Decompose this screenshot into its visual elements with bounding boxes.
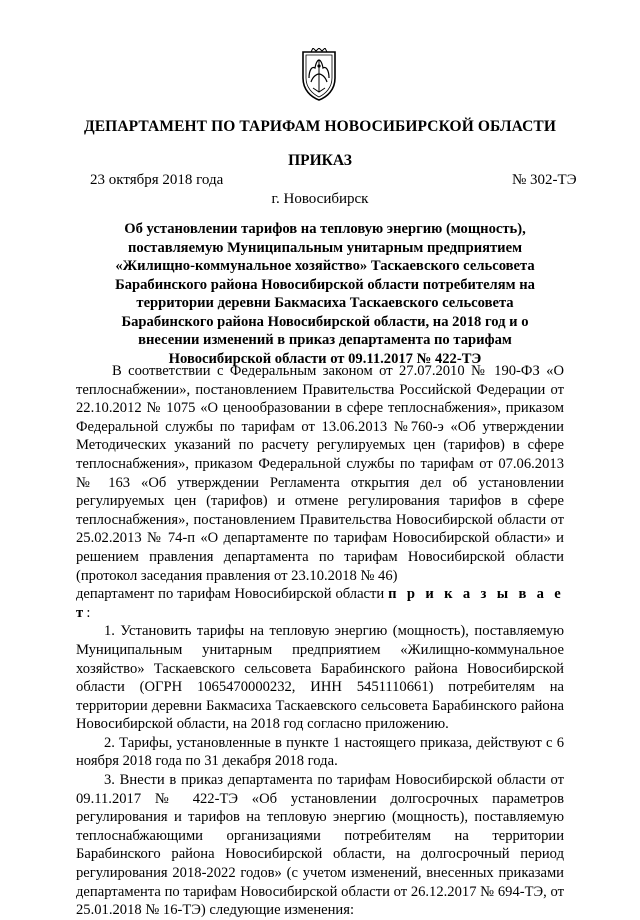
item-1-paragraph: 1. Установить тарифы на тепловую энергию (мощность), поставляемую Муниципальным унитарным предприятием «Жилищно-коммунальное хозяйство» Таскаевского сельсовета Барабинского района Новосибирской области (ОГРН 1065470000232, ИНН 5451110661) потребителям на территории деревни Бакмасиха Таскаевского сельсовета Барабинского района Новосибирской области, на 2018 год согласно приложению. <box>76 623 564 733</box>
decree-word: п р и к а з ы в а е т <box>76 586 564 621</box>
preamble-paragraph: В соответствии с Федеральным законом от 27.07.2010 № 190-ФЗ «О теплоснабжении», постановлением Правительства Российской Федерации от 22.10.2012 № 1075 «О ценообразовании в сфере теплоснабжения», приказом Федеральной службы по тарифам от 13.06.2013 №760-э «Об утверждении Методических указаний по расчету регулируемых цен (тарифов) в сфере теплоснабжения», приказом Федеральной службы по тарифам от 07.06.2013 № 163 «Об утверждении Регламента открытия дел об установлении регулируемых цен (тарифов) и отмене регулирования тарифов в сфере теплоснабжения», постановлением Правительства Новосибирской области от 25.02.2013 № 74-п «О департаменте по тарифам Новосибирской области» и решением правления департамента по тарифам Новосибирской области (протокол заседания правления от 23.10.2018 № 46) <box>76 363 564 584</box>
order-body <box>76 362 564 920</box>
department-name: ДЕПАРТАМЕНТ ПО ТАРИФАМ НОВОСИБИРСКОЙ ОБЛАСТИ <box>83 118 557 135</box>
order-number: № 302-ТЭ <box>512 172 577 188</box>
document-type: ПРИКАЗ <box>288 152 352 169</box>
order-title: Об установлении тарифов на тепловую энергию (мощность), поставляемую Муниципальным унитарным предприятием «Жилищно-коммунальное хозяйство» Таскаевского сельсовета Барабинского района Новосибирской области потребителям на территории деревни Бакмасиха Таскаевского сельсовета Барабинского района Новосибирской области, на 2018 год и о внесении изменений в приказ департамента по тарифам Новосибирской области от 09.11.2017 № 422-ТЭ <box>115 221 535 367</box>
item-3-paragraph: 3. Внести в приказ департамента по тарифам Новосибирской области от 09.11.2017 № 422-ТЭ «Об установлении долгосрочных параметров регулирования и тарифов на тепловую энергию (мощность), поставляемую теплоснабжающими организациями потребителям на территории Барабинского района Новосибирской области, на долгосрочный период регулирования 2018-2022 годов» (с учетом изменений, внесенных приказами департамента по тарифам Новосибирской области от 26.12.2017 № 694-ТЭ, от 25.01.2018 № 16-ТЭ) следующие изменения: <box>76 772 564 919</box>
coat-of-arms-icon <box>297 48 341 102</box>
order-city: г. Новосибирск <box>271 191 369 207</box>
order-date: 23 октября 2018 года <box>90 172 224 188</box>
decree-prefix: департамент по тарифам Новосибирской области <box>76 586 389 603</box>
item-2-paragraph: 2. Тарифы, установленные в пункте 1 настоящего приказа, действуют с 6 ноября 2018 года по 31 декабря 2018 года. <box>76 734 564 770</box>
decree-suffix: : <box>86 604 91 621</box>
decree-line <box>76 585 564 622</box>
